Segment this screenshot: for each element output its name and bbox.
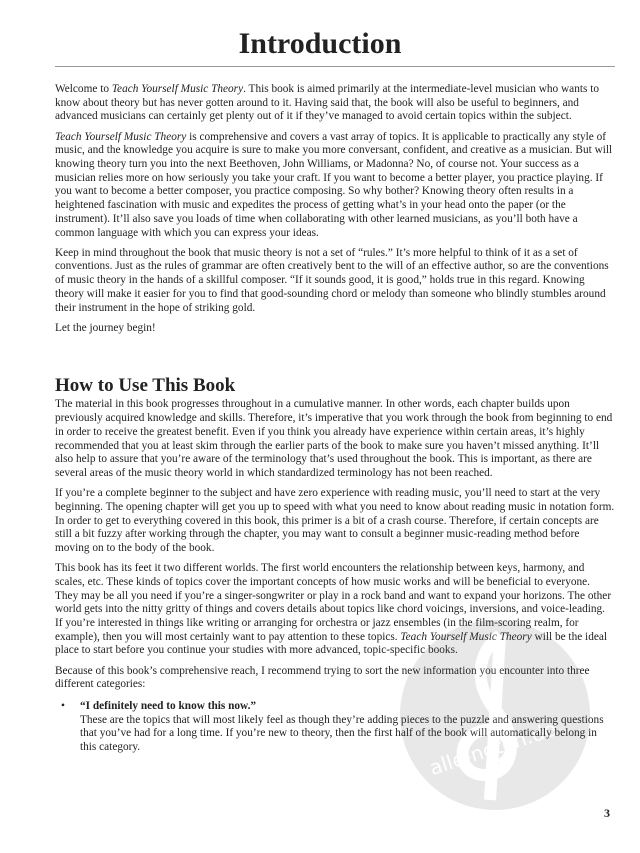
text: Welcome to	[55, 83, 112, 95]
bullet-text: These are the topics that will most likely feel as though they’re adding pieces to the puzzle and answering questions that you’ve had for a long time. If you’re new to theory, then the first half of the book will automatically belong in this category.	[80, 713, 604, 754]
text: is comprehensive and covers a vast array of topics. It is applicable to practically any style of music, and the knowledge you acquire is sure to make you more conversant, confident, and creative as a musician. But will knowing theory turn you into the next Beethoven, John Williams, or Madonna? No, of course not. Your success as a musician relies more on how seriously you take your craft. If you want to become a better player, you practice playing. If you want to become a better composer, you practice composing. So why bother? Knowing theory often results in a heightened fascination with music and expedites the process of getting what’s in your head onto the paper (or the instrument). It’ll also save you loads of time when collaborating with other learned musicians, as you’ll both have a common language with which you can express your ideas.	[55, 130, 613, 239]
section-paragraph-2: If you’re a complete beginner to the subject and have zero experience with reading music, you’ll need to start at the very beginning. The opening chapter will get you up to speed with what you need to know about reading music in notation form. In order to get to everything covered in this book, this primer is a bit of a crash course. Therefore, if certain concepts are still a bit fuzzy after working through the chapter, you may want to consult a beginner music-reading method before moving on to the body of the book.	[55, 487, 615, 554]
text: This book has its feet it two different worlds. The first world encounters the relationship between keys, harmony, and scales, etc. These kinds of topics cover the important concepts of how music works and will be beneficial to everyone. They may be all you need if you’re a singer-songwriter or play in a rock band and want to expand your horizons. The other world gets into the nitty gritty of things and covers details about topics like chord voicings, inversions, and voice-leading. If you’re interested in things like writing or arranging for orchestra or jazz ensembles (in the film-scoring realm, for example), then you will most certainly want to pay attention to these topics.	[55, 562, 612, 643]
section-paragraph-3	[55, 562, 615, 658]
book-title: Teach Yourself Music Theory	[111, 83, 244, 95]
intro-paragraph-4: Let the journey begin!	[55, 321, 156, 334]
bullet-heading: “I definitely need to know this now.”	[80, 700, 257, 713]
text: . This book is aimed primarily at the intermediate-level musician who wants to know about theory but has never gotten around to it. Having said that, the book will also be useful to beginners, and advanced musicians can certainly get plenty out of it if they’ve managed to avoid certain topics within the subject.	[55, 83, 599, 123]
section-heading: How to Use This Book	[55, 375, 236, 397]
book-title: Teach Yourself Music Theory	[400, 630, 532, 643]
page-title: Introduction	[238, 27, 402, 60]
intro-paragraph-3: Keep in mind throughout the book that music theory is not a set of “rules.” It’s more helpful to think of it as a set of conventions. Just as the rules of grammar are often creatively bent to the will of an effective author, so are the conventions of music theory in the hands of a skillful composer. “If it sounds good, it is good,” holds true in this regard. Knowing theory will make it easier for you to find that good-sounding chord or melody than someone who blindly stumbles around their instrument in the hope of striking gold.	[55, 246, 609, 314]
section-paragraph-1: The material in this book progresses throughout in a cumulative manner. In other words, each chapter builds upon previously acquired knowledge and skills. Therefore, it’s imperative that you work through the book from beginning to end in order to receive the greatest benefit. Even if you think you already have experience within certain areas, it’s highly recommended that you at least skim through the earlier parts of the book to make sure you haven’t missed anything. It’ll also help to assure that you’re aware of the terminology that’s used throughout the book. This is important, as there are several areas of the music theory world in which standardized terminology has not been reached.	[55, 398, 613, 479]
page-body	[55, 83, 615, 755]
page-number: 3	[604, 806, 610, 820]
bullet-marker: •	[61, 700, 65, 713]
book-title: Teach Yourself Music Theory	[55, 130, 187, 143]
intro-paragraph-2	[55, 131, 615, 241]
text: will be the ideal place to start before you continue your studies with more advanced, topic-specific books.	[55, 630, 608, 657]
title-rule	[55, 66, 615, 67]
intro-paragraph-1	[55, 83, 615, 124]
section-paragraph-4: Because of this book’s comprehensive reach, I recommend trying to sort the new information you encounter into three different categories:	[55, 664, 590, 691]
list-item	[55, 700, 615, 755]
svg-text:alle-noten.de: alle-noten.de	[426, 716, 560, 781]
